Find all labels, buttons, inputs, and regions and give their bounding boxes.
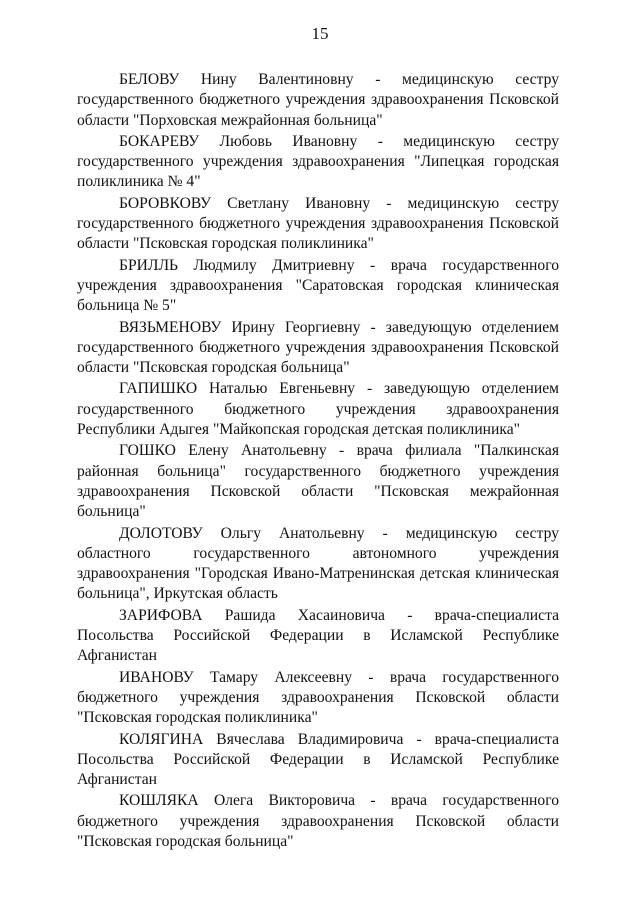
list-item: КОЛЯГИНА Вячеслава Владимировича - врача-специалиста Посольства Российской Федерации в Исламской Республике Афганистан	[77, 730, 559, 789]
list-item: ГОШКО Елену Анатольевну - врача филиала "Палкинская районная больница" государственного бюджетного учреждения здравоохранения Псковской области "Псковская межрайонная больница"	[77, 442, 559, 521]
list-item: БЕЛОВУ Нину Валентиновну - медицинскую сестру государственного бюджетного учреждения здравоохранения Псковской области "Порховская межрайонная больница"	[77, 71, 559, 129]
award-list	[77, 70, 559, 853]
list-item: ЗАРИФОВА Рашида Хасаиновича - врача-специалиста Посольства Российской Федерации в Исламской Республике Афганистан	[77, 606, 559, 665]
list-item: ГАПИШКО Наталью Евгеньевну - заведующую отделением государственного бюджетного учреждения здравоохранения Республики Адыгея "Майкопская городская детская поликлиника"	[77, 380, 559, 439]
list-item: БРИЛЛЬ Людмилу Дмитриевну - врача государственного учреждения здравоохранения "Саратовская городская клиническая больница № 5"	[77, 256, 559, 315]
page-number: 15	[311, 24, 329, 43]
list-item: ДОЛОТОВУ Ольгу Анатольевну - медицинскую сестру областного государственного автономного учреждения здравоохранения "Городская Ивано-Матренинская детская клиническая больница", Иркутская область	[77, 524, 559, 603]
list-item: ВЯЗЬМЕНОВУ Ирину Георгиевну - заведующую отделением государственного бюджетного учреждения здравоохранения Псковской области "Псковская городская больница"	[77, 318, 559, 377]
list-item: БОКАРЕВУ Любовь Ивановну - медицинскую сестру государственного учреждения здравоохранения "Липецкая городская поликлиника № 4"	[77, 132, 559, 191]
list-item: ИВАНОВУ Тамару Алексеевну - врача государственного бюджетного учреждения здравоохранения Псковской области "Псковская городская поликлиника"	[77, 668, 559, 727]
list-item: КОШЛЯКА Олега Викторовича - врача государственного бюджетного учреждения здравоохранения Псковской области "Псковская городская больница"	[77, 792, 559, 850]
list-item: БОРОВКОВУ Светлану Ивановну - медицинскую сестру государственного бюджетного учреждения здравоохранения Псковской области "Псковская городская поликлиника"	[77, 194, 559, 253]
